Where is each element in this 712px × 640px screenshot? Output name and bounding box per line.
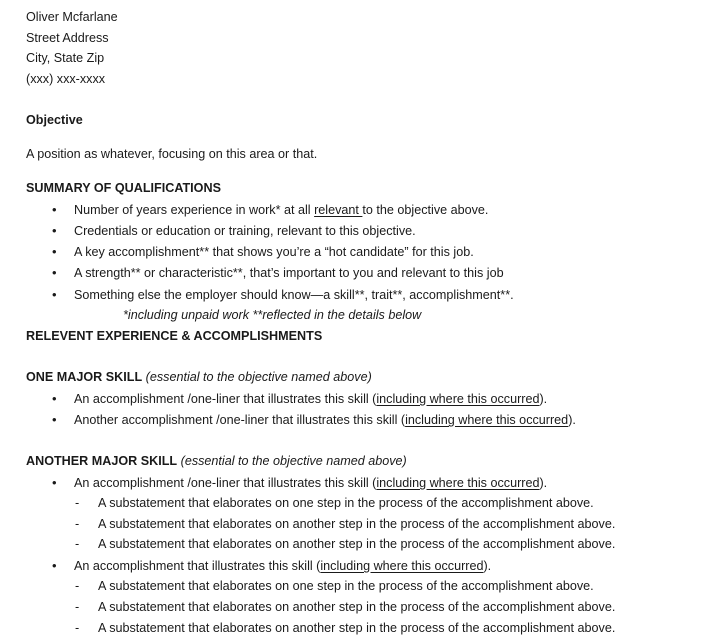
bullet-icon: • xyxy=(52,202,57,217)
summary-item: Number of years experience in work* at all relevant to the objective above. xyxy=(74,203,489,217)
skill-heading: ONE MAJOR SKILL (essential to the objective named above) xyxy=(26,370,372,384)
contact-city: City, State Zip xyxy=(26,51,105,65)
summary-heading: SUMMARY OF QUALIFICATIONS xyxy=(26,181,221,195)
substatement-item: A substatement that elaborates on one step in the process of the accomplishment above. xyxy=(98,496,594,510)
objective-heading: Objective xyxy=(26,113,83,127)
substatement-item: A substatement that elaborates on another step in the process of the accomplishment above. xyxy=(98,537,616,551)
summary-item: Something else the employer should know—a skill**, trait**, accomplishment**. xyxy=(74,288,514,302)
dash-icon: - xyxy=(75,579,80,593)
substatement-item: A substatement that elaborates on one step in the process of the accomplishment above. xyxy=(98,579,594,593)
accomplishment-item: An accomplishment that illustrates this skill (including where this occurred). xyxy=(74,559,492,573)
dash-icon: - xyxy=(75,600,80,614)
skill-heading: ANOTHER MAJOR SKILL (essential to the objective named above) xyxy=(26,454,407,468)
summary-item: A strength** or characteristic**, that’s important to you and relevant to this job xyxy=(74,266,504,280)
objective-text: A position as whatever, focusing on this area or that. xyxy=(26,147,318,161)
experience-heading: RELEVENT EXPERIENCE & ACCOMPLISHMENTS xyxy=(26,329,323,343)
substatement-item: A substatement that elaborates on another step in the process of the accomplishment above. xyxy=(98,517,616,531)
bullet-icon: • xyxy=(52,475,57,490)
bullet-icon: • xyxy=(52,265,57,280)
contact-street: Street Address xyxy=(26,31,109,45)
bullet-icon: • xyxy=(52,558,57,573)
accomplishment-item: An accomplishment /one-liner that illustrates this skill (including where this occurred). xyxy=(74,392,548,406)
bullet-icon: • xyxy=(52,412,57,427)
bullet-icon: • xyxy=(52,244,57,259)
dash-icon: - xyxy=(75,537,80,551)
accomplishment-item: Another accomplishment /one-liner that illustrates this skill (including where this occurred). xyxy=(74,413,576,427)
accomplishment-item: An accomplishment /one-liner that illustrates this skill (including where this occurred). xyxy=(74,476,548,490)
summary-item: Credentials or education or training, relevant to this objective. xyxy=(74,224,416,238)
contact-name: Oliver Mcfarlane xyxy=(26,10,118,24)
summary-item: A key accomplishment** that shows you’re a “hot candidate” for this job. xyxy=(74,245,474,259)
bullet-icon: • xyxy=(52,391,57,406)
dash-icon: - xyxy=(75,496,80,510)
summary-footnote: *including unpaid work **reflected in the details below xyxy=(123,308,422,322)
bullet-icon: • xyxy=(52,287,57,302)
dash-icon: - xyxy=(75,621,80,635)
dash-icon: - xyxy=(75,517,80,531)
bullet-icon: • xyxy=(52,223,57,238)
contact-phone: (xxx) xxx-xxxx xyxy=(26,72,106,86)
substatement-item: A substatement that elaborates on another step in the process of the accomplishment above. xyxy=(98,600,616,614)
substatement-item: A substatement that elaborates on another step in the process of the accomplishment above. xyxy=(98,621,616,635)
